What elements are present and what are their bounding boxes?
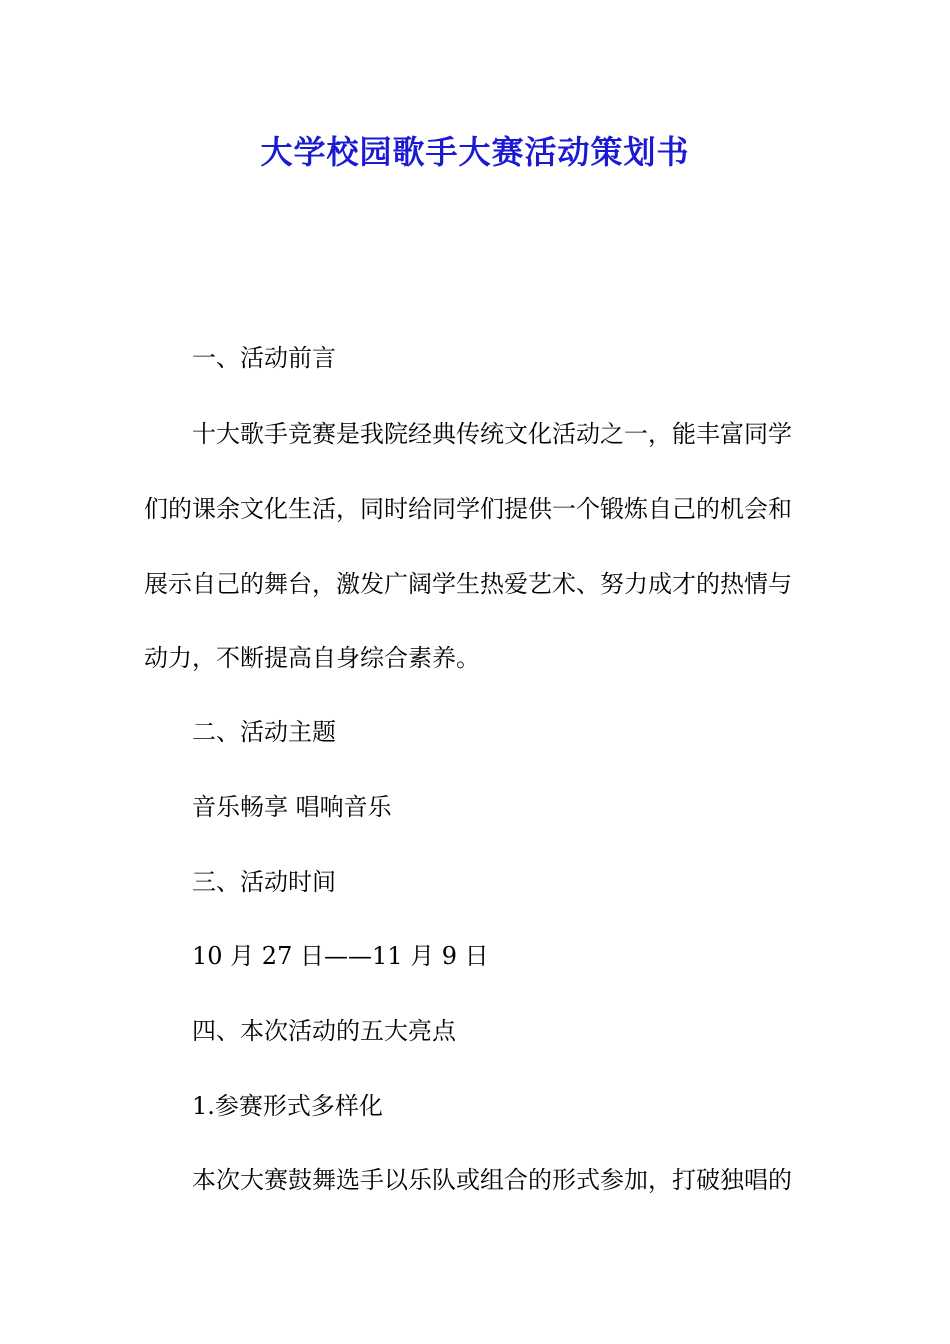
- theme-text: 音乐畅享 唱响音乐: [192, 793, 392, 821]
- document-title: 大学校园歌手大赛活动策划书: [260, 133, 690, 171]
- section-heading-theme: 二、活动主题: [192, 718, 336, 746]
- paragraph-line: 动力，不断提高自身综合素养。: [144, 644, 480, 672]
- paragraph-line: 本次大赛鼓舞选手以乐队或组合的形式参加，打破独唱的: [192, 1166, 792, 1194]
- section-heading-highlights: 四、本次活动的五大亮点: [192, 1017, 456, 1045]
- paragraph-line: 十大歌手竞赛是我院经典传统文化活动之一，能丰富同学: [192, 420, 792, 448]
- paragraph-line: 展示自己的舞台，激发广阔学生热爱艺术、努力成才的热情与: [144, 570, 792, 598]
- event-dates: 10 月 27 日——11 月 9 日: [192, 942, 489, 970]
- paragraph-line: 们的课余文化生活，同时给同学们提供一个锻炼自己的机会和: [144, 495, 792, 523]
- section-heading-time: 三、活动时间: [192, 868, 336, 896]
- section-heading-preface: 一、活动前言: [192, 344, 336, 372]
- highlight-item-heading: 1.参赛形式多样化: [192, 1092, 383, 1120]
